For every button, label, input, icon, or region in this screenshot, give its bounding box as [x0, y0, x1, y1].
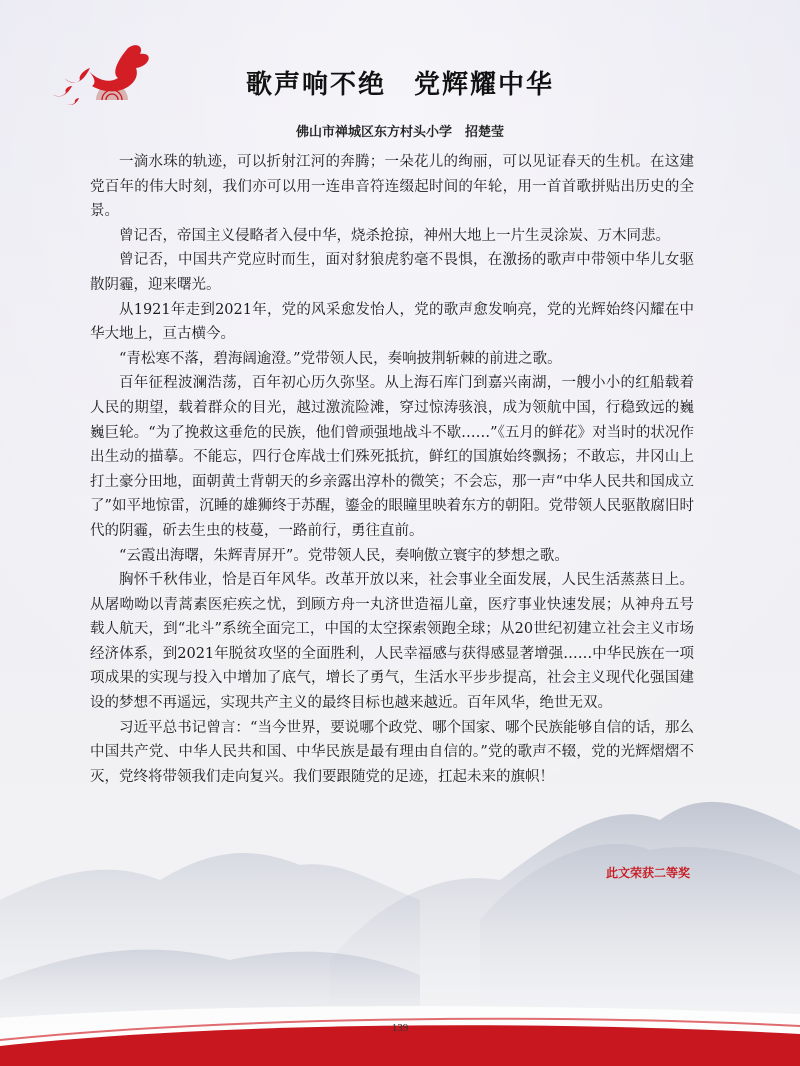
- article-paragraph: 一滴水珠的轨迹，可以折射江河的奔腾；一朵花儿的绚丽，可以见证春天的生机。在这建党百年的伟大时刻，我们亦可以用一连串音符连缀起时间的年轮，用一首首歌拼贴出历史的全景。: [90, 154, 694, 220]
- article-paragraph: “云霞出海曙，朱辉青屏开”。党带领人民，奏响傲立寰宇的梦想之歌。: [119, 547, 569, 564]
- article-paragraph: 曾记否，帝国主义侵略者入侵中华，烧杀抢掠，神州大地上一片生灵涂炭、万木同悲。: [119, 227, 670, 244]
- article-paragraph: “青松寒不落，碧海阔逾澄。”党带领人民，奏响披荆斩棘的前进之歌。: [119, 350, 562, 367]
- article-paragraph: 胸怀千秋伟业，恰是百年风华。改革开放以来，社会事业全面发展，人民生活蒸蒸日上。从屠呦呦以青蒿素医疟疾之忧，到顾方舟一丸济世造福儿童，医疗事业快速发展；从神舟五号载人航天，到“北斗”系统全面完工，中国的太空探索领跑全球；从20世纪初建立社会主义市场经济体系，到2021年脱贫攻坚的全面胜利，人民幸福感与获得感显著增强……中华民族在一项项成果的实现与投入中增加了底气，增长了勇气，生活水平步步提高，社会主义现代化强国建设的梦想不再遥远，实现共产主义的最终目标也越来越近。百年风华，绝世无双。: [90, 572, 694, 712]
- article-paragraph: 从1921年走到2021年，党的风采愈发怡人，党的歌声愈发响亮，党的光辉始终闪耀在中华大地上，亘古横今。: [90, 301, 694, 343]
- award-note: 此文荣获二等奖: [605, 866, 690, 880]
- article-body: [90, 150, 694, 789]
- page-title: 歌声响不绝 党辉耀中华: [245, 70, 554, 100]
- article-paragraph: 曾记否，中国共产党应时而生，面对豺狼虎豹毫不畏惧，在激扬的歌声中带领中华儿女驱散阴霾，迎来曙光。: [90, 252, 694, 293]
- author-line: 佛山市禅城区东方村头小学 招楚莹: [295, 125, 504, 140]
- page-number: 139: [391, 1022, 409, 1034]
- article-paragraph: 百年征程波澜浩荡，百年初心历久弥坚。从上海石库门到嘉兴南湖，一艘小小的红船载着人民的期望，载着群众的目光，越过激流险滩，穿过惊涛骇浪，成为领航中国，行稳致远的巍巍巨轮。“为了挽救这垂危的民族，他们曾顽强地战斗不歇……”《五月的鲜花》对当时的状况作出生动的描摹。不能忘，四行仓库战士们殊死抵抗，鲜红的国旗始终飘扬；不敢忘，井冈山上打土豪分田地，面朝黄土背朝天的乡亲露出淳朴的微笑；不会忘，那一声“中华人民共和国成立了”如平地惊雷，沉睡的雄狮终于苏醒，鎏金的眼瞳里映着东方的朝阳。党带领人民驱散腐旧时代的阴霾，斫去生虫的枝蔓，一路前行，勇往直前。: [90, 375, 694, 539]
- article-paragraph: 习近平总书记曾言：“当今世界，要说哪个政党、哪个国家、哪个民族能够自信的话，那么中国共产党、中华人民共和国、中华民族是最有理由自信的。”党的歌声不辍，党的光辉熠熠不灭，党终将带领我们走向复兴。我们要跟随党的足迹，扛起未来的旗帜！: [90, 719, 694, 785]
